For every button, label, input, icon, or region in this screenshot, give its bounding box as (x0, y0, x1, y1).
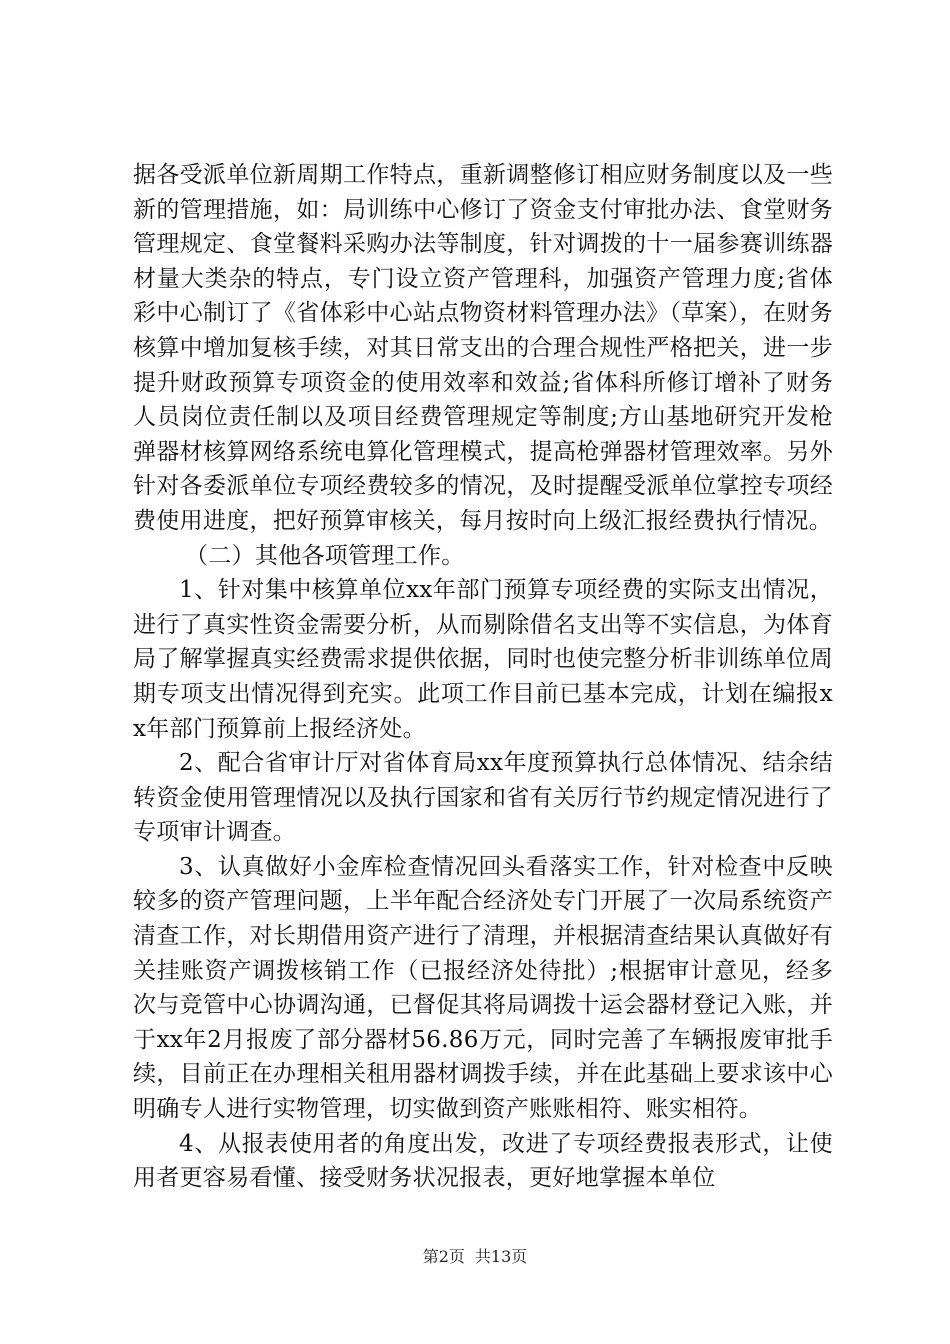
paragraph-item-2: 2、配合省审计厅对省体育局xx年度预算执行总体情况、结余结转资金使用管理情况以及执行国家和省有关厉行节约规定情况进行了专项审计调查。 (133, 750, 833, 846)
page-footer (0, 1244, 950, 1267)
section-heading: （二）其他各项管理工作。 (185, 542, 465, 569)
paragraph-item-1: 1、针对集中核算单位xx年部门预算专项经费的实际支出情况，进行了真实性资金需要分析，从而剔除借名支出等不实信息，为体育局了解掌握真实经费需求提供依据，同时也使完整分析非训练单位周期专项支出情况得到充实。此项工作目前已基本完成，计划在编报xx年部门预算前上报经济处。 (133, 577, 833, 742)
page-number: 第2页 (422, 1247, 465, 1266)
paragraph-item-3: 3、认真做好小金库检查情况回头看落实工作，针对检查中反映较多的资产管理问题，上半年配合经济处专门开展了一次局系统资产清查工作，对长期借用资产进行了清理，并根据清查结果认真做好有关挂账资产调拨核销工作（已报经济处待批）;根据审计意见，经多次与竞管中心协调沟通，已督促其将局调拨十运会器材登记入账，并于xx年2月报废了部分器材56.86万元，同时完善了车辆报废审批手续，目前正在办理相关租用器材调拨手续，并在此基础上要求该中心明确专人进行实物管理，切实做到资产账账相符、账实相符。 (133, 853, 833, 1123)
document-body (133, 158, 833, 1196)
paragraph-item-4: 4、从报表使用者的角度出发，改进了专项经费报表形式，让使用者更容易看懂、接受财务状况报表，更好地掌握本单位 (133, 1130, 833, 1192)
page-total: 共13页 (474, 1247, 528, 1266)
paragraph-continuation: 据各受派单位新周期工作特点，重新调整修订相应财务制度以及一些新的管理措施，如：局训练中心修订了资金支付审批办法、食堂财务管理规定、食堂餐料采购办法等制度，针对调拨的十一届参赛训练器材量大类杂的特点，专门设立资产管理科，加强资产管理力度;省体彩中心制订了《省体彩中心站点物资材料管理办法》（草案），在财务核算中增加复核手续，对其日常支出的合理合规性严格把关，进一步提升财政预算专项资金的使用效率和效益;省体科所修订增补了财务人员岗位责任制以及项目经费管理规定等制度;方山基地研究开发枪弹器材核算网络系统电算化管理模式，提高枪弹器材管理效率。另外针对各委派单位专项经费较多的情况，及时提醒受派单位掌控专项经费使用进度，把好预算审核关，每月按时向上级汇报经费执行情况。 (133, 162, 833, 534)
